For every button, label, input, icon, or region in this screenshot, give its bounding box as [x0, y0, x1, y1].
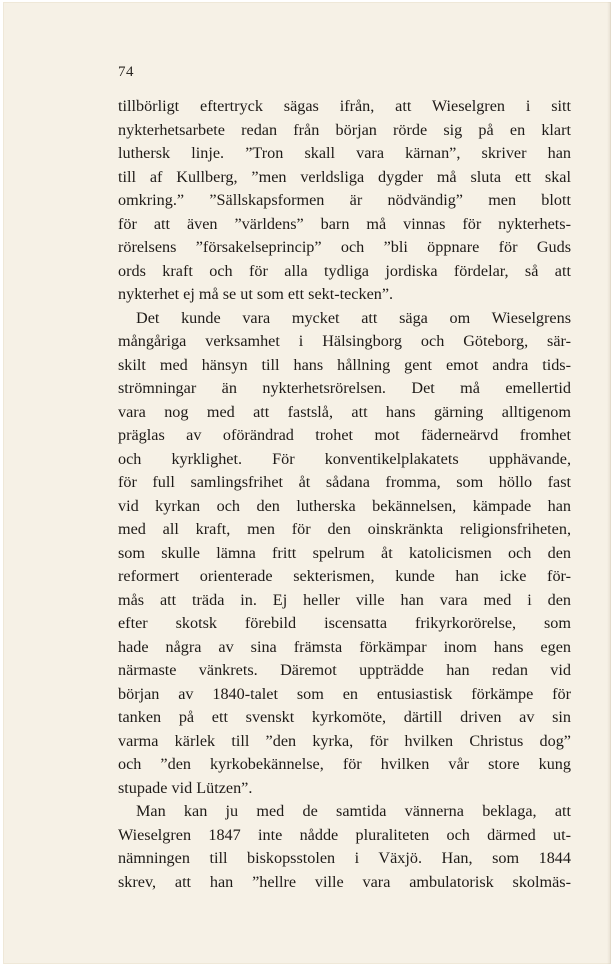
text-line: Det kunde vara mycket att säga om Wieselgrens [136, 308, 571, 327]
text-line: skilt med hänsyn till hans hållning gent emot andra tids- [118, 355, 571, 374]
text-line: varma kärlek till ”den kyrka, för hvilken Christus dog” [118, 731, 571, 750]
text-line: Wieselgren 1847 inte nådde pluraliteten och därmed ut- [118, 825, 571, 844]
book-page [3, 2, 611, 964]
text-line: nämningen till biskopsstolen i Växjö. Han, som 1844 [118, 849, 571, 867]
text-line: med all kraft, men för den oinskränkta religionsfriheten, [118, 520, 571, 538]
text-line: ords kraft och för alla tydliga jordiska fördelar, så att [118, 261, 571, 280]
text-line: rörelsens ”försakelseprincip” och ”bli öppnare för Guds [118, 238, 571, 256]
text-line: mångåriga verksamhet i Hälsingborg och Göteborg, sär- [118, 332, 571, 350]
text-line: skrev, att han ”hellre ville vara ambulatorisk skolmäs- [118, 872, 571, 891]
text-line: nykterhet ej må se ut som ett sekt-tecken”. [118, 285, 394, 303]
page-number: 74 [118, 64, 134, 80]
text-line: strömningar än nykterhetsrörelsen. Det må emellertid [118, 379, 571, 397]
text-line: reformert orienterade sekterismen, kunde han icke för- [118, 567, 571, 585]
page-edge-shadow [607, 2, 611, 964]
body-text [118, 95, 571, 894]
text-line: och kyrklighet. För konventikelplakatets upphävande, [118, 449, 571, 468]
text-line: stupade vid Lützen”. [118, 778, 253, 797]
text-line: början av 1840-talet som en entusiastisk förkämpe för [118, 684, 571, 703]
text-line: för full samlingsfrihet åt sådana fromma, som höllo fast [118, 473, 571, 491]
text-line: efter skotsk förebild iscensatta frikyrkorörelse, som [118, 614, 571, 632]
text-line: och ”den kyrkobekännelse, för hvilken vår store kung [118, 755, 571, 773]
text-line: omkring.” ”Sällskapsformen är nödvändig” men blott [118, 191, 571, 209]
text-line: vara nog med att fastslå, att hans gärning alltigenom [118, 402, 571, 421]
text-line: tillbörligt eftertryck sägas ifrån, att Wieselgren i sitt [118, 97, 571, 115]
text-line: nykterhetsarbete redan från början rörde sig på en klart [118, 120, 571, 139]
text-line: mås att träda in. Ej heller ville han vara med i den [118, 590, 571, 609]
text-line: luthersk linje. ”Tron skall vara kärnan”, skriver han [118, 144, 571, 162]
text-line: tanken på ett svenskt kyrkomöte, därtill driven av sin [118, 708, 571, 726]
text-line: präglas av oförändrad trohet mot fäderneärvd fromhet [118, 426, 571, 444]
text-line: hade några av sina främsta förkämpar inom hans egen [118, 637, 571, 656]
text-line: närmaste vänkrets. Däremot uppträdde han redan vid [118, 661, 571, 679]
text-line: vid kyrkan och den lutherska bekännelsen, kämpade han [118, 496, 571, 515]
text-line: som skulle lämna fritt spelrum åt katolicismen och den [118, 543, 571, 562]
text-line: till af Kullberg, ”men verldsliga dygder må sluta ett skal [118, 167, 571, 186]
text-line: Man kan ju med de samtida vännerna beklaga, att [136, 802, 571, 820]
text-line: för att även ”världens” barn må vinnas för nykterhets- [118, 214, 571, 233]
